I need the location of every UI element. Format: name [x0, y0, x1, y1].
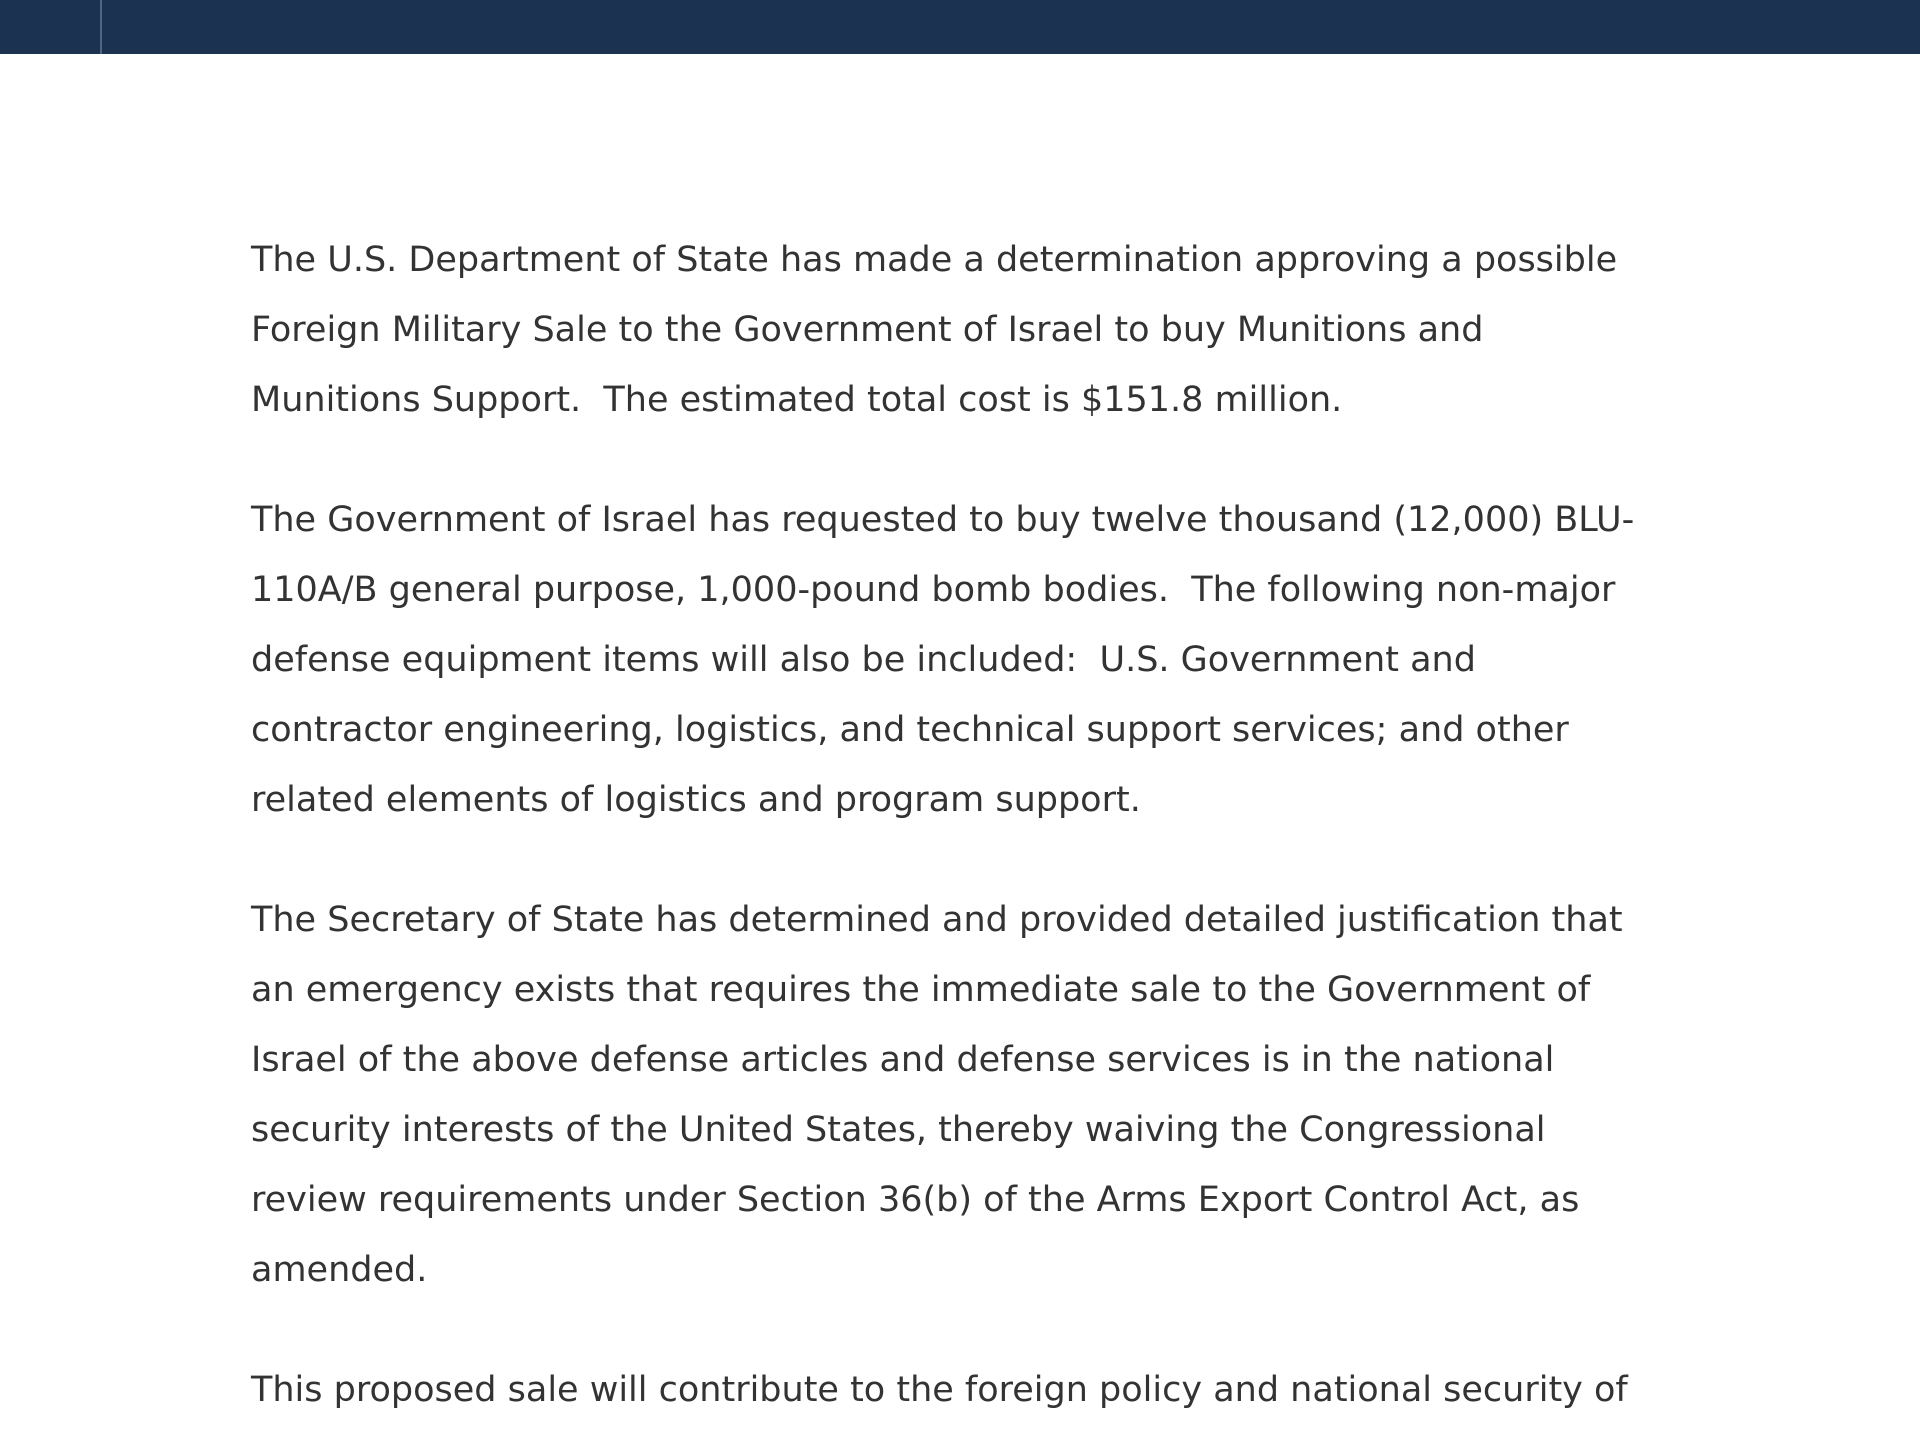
header-divider — [100, 0, 102, 54]
text-line: amended. — [251, 1250, 428, 1290]
press-release-body — [251, 225, 1811, 1425]
text-line: Foreign Military Sale to the Government of Israel to buy Munitions and — [251, 310, 1484, 350]
text-line: This proposed sale will contribute to the foreign policy and national security of — [251, 1370, 1628, 1410]
text-line: 110A/B general purpose, 1,000-pound bomb bodies. The following non-major — [251, 570, 1616, 610]
text-line: The Secretary of State has determined and provided detailed justification that — [251, 900, 1623, 940]
text-line: Munitions Support. The estimated total cost is $151.8 million. — [251, 380, 1343, 420]
text-line: review requirements under Section 36(b) of the Arms Export Control Act, as — [251, 1180, 1580, 1220]
text-line: contractor engineering, logistics, and technical support services; and other — [251, 710, 1569, 750]
text-line: The U.S. Department of State has made a determination approving a possible — [251, 240, 1618, 280]
text-line: Israel of the above defense articles and defense services is in the national — [251, 1040, 1555, 1080]
site-header — [0, 0, 1920, 54]
text-line: defense equipment items will also be included: U.S. Government and — [251, 640, 1476, 680]
text-line: The Government of Israel has requested to buy twelve thousand (12,000) BLU- — [251, 500, 1635, 540]
paragraph-request-details — [251, 485, 1811, 835]
paragraph-sale-determination — [251, 225, 1811, 435]
text-line: an emergency exists that requires the immediate sale to the Government of — [251, 970, 1591, 1010]
text-line: security interests of the United States, thereby waiving the Congressional — [251, 1110, 1546, 1150]
paragraph-emergency-justification — [251, 885, 1811, 1305]
paragraph-policy-contribution — [251, 1355, 1811, 1425]
text-line: related elements of logistics and program support. — [251, 780, 1141, 820]
